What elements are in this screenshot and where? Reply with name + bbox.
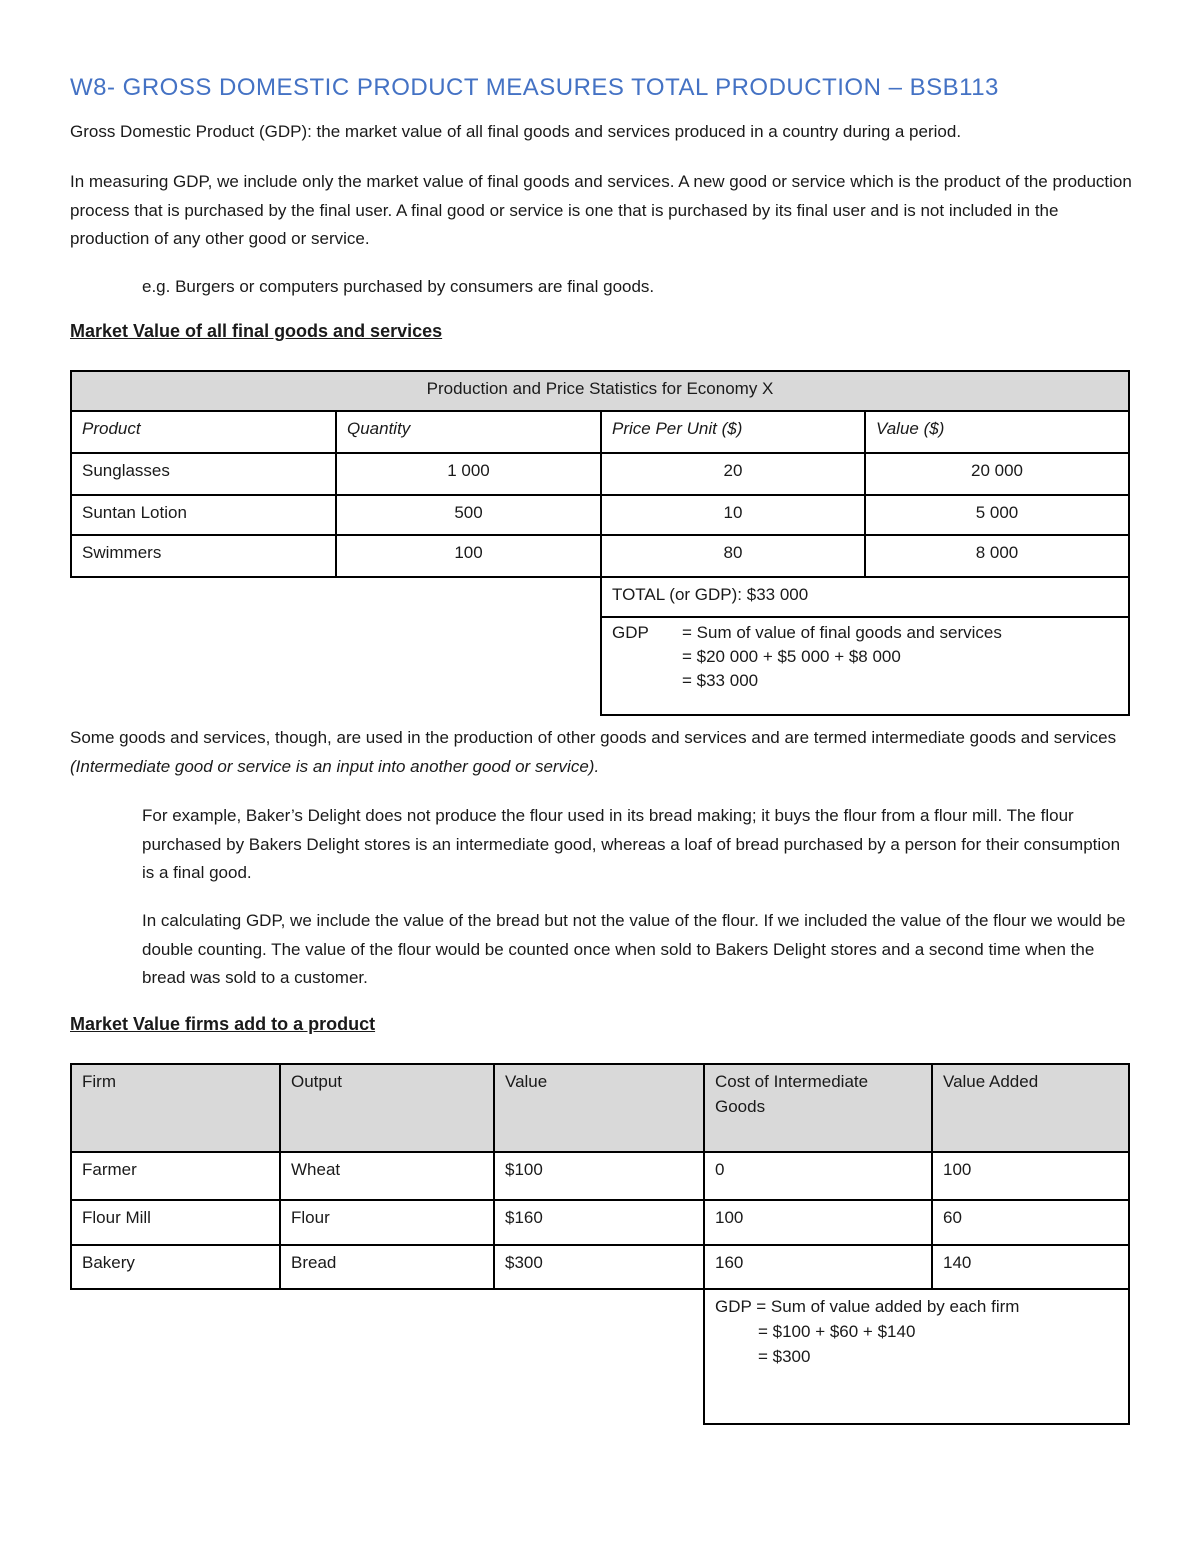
header-quantity: Quantity xyxy=(335,410,602,454)
double-counting-paragraph: In calculating GDP, we include the value of the bread but not the value of the flour. If we included the value of the flour we would be double counting. The value of the flour would be counted once when sold to Bakers Delight stores and a second time when the bread was sold to a customer. xyxy=(142,911,1126,987)
intermediate-definition: (Intermediate good or service is an input into another good or service). xyxy=(70,756,600,776)
table-title: Production and Price Statistics for Economy X xyxy=(70,370,1130,412)
table-cell-cost: 160 xyxy=(703,1244,933,1290)
gdp-total: TOTAL (or GDP): $33 000 xyxy=(600,576,1130,618)
measuring-gdp-paragraph: In measuring GDP, we include only the market value of final goods and services. A new good or service which is the product of the production process that is purchased by the final user. A final good or service is one that is purchased by its final user and is not included in the production of any other good or service. xyxy=(70,172,1132,248)
table-cell-output: Bread xyxy=(279,1244,495,1290)
table-cell-value: 5 000 xyxy=(864,494,1130,536)
bakers-delight-example: For example, Baker’s Delight does not produce the flour used in its bread making; it buys the flour from a flour mill. The flour purchased by Bakers Delight stores is an intermediate good, whereas a loaf of bread purchased by a person for their consumption is a final good. xyxy=(142,806,1121,882)
va-gdp-line1: GDP = Sum of value added by each firm xyxy=(715,1297,1020,1316)
table-cell-product: Swimmers xyxy=(70,534,337,578)
final-goods-example: e.g. Burgers or computers purchased by consumers are final goods. xyxy=(142,277,655,296)
table-cell-cost: 0 xyxy=(703,1151,933,1201)
va-gdp-line2: = $100 + $60 + $140 xyxy=(758,1322,916,1341)
gdp-calculation-box xyxy=(600,616,1130,716)
table-cell-value: 8 000 xyxy=(864,534,1130,578)
table-cell-output: Wheat xyxy=(279,1151,495,1201)
gdp-formula-line1: = Sum of value of final goods and services xyxy=(682,623,1002,642)
table-cell-firm: Bakery xyxy=(70,1244,281,1290)
header-value: Value xyxy=(493,1063,705,1153)
table-cell-value: $300 xyxy=(493,1244,705,1290)
va-gdp-line3: = $300 xyxy=(758,1347,811,1366)
table-cell-value: $100 xyxy=(493,1151,705,1201)
header-value-added: Value Added xyxy=(931,1063,1130,1153)
table-cell-product: Suntan Lotion xyxy=(70,494,337,536)
table-cell-quantity: 1 000 xyxy=(335,452,602,496)
gdp-label: GDP xyxy=(612,623,649,642)
section2-heading: Market Value firms add to a product xyxy=(70,1014,376,1034)
gdp-definition: Gross Domestic Product (GDP): the market value of all final goods and services produced in a country during a period. xyxy=(70,122,962,141)
table-cell-value-added: 60 xyxy=(931,1199,1130,1246)
table-cell-cost: 100 xyxy=(703,1199,933,1246)
header-firm: Firm xyxy=(70,1063,281,1153)
table-cell-quantity: 100 xyxy=(335,534,602,578)
page-title: W8- GROSS DOMESTIC PRODUCT MEASURES TOTAL PRODUCTION – BSB113 xyxy=(70,74,999,101)
table-cell-quantity: 500 xyxy=(335,494,602,536)
value-added-gdp-box xyxy=(703,1288,1130,1425)
table-cell-value: 20 000 xyxy=(864,452,1130,496)
header-output: Output xyxy=(279,1063,495,1153)
header-cost-intermediate: Cost of Intermediate Goods xyxy=(703,1063,933,1153)
header-price-per-unit: Price Per Unit ($) xyxy=(600,410,866,454)
table-cell-value-added: 140 xyxy=(931,1244,1130,1290)
intermediate-goods-paragraph xyxy=(70,724,1140,781)
table-cell-value-added: 100 xyxy=(931,1151,1130,1201)
header-product: Product xyxy=(70,410,337,454)
table-cell-price: 80 xyxy=(600,534,866,578)
gdp-formula-line2: = $20 000 + $5 000 + $8 000 xyxy=(682,647,901,666)
header-value: Value ($) xyxy=(864,410,1130,454)
table-cell-firm: Flour Mill xyxy=(70,1199,281,1246)
table-cell-firm: Farmer xyxy=(70,1151,281,1201)
table-cell-value: $160 xyxy=(493,1199,705,1246)
table-cell-price: 10 xyxy=(600,494,866,536)
table-cell-price: 20 xyxy=(600,452,866,496)
intermediate-text: Some goods and services, though, are used in the production of other goods and services and are termed intermediate goods and services xyxy=(70,728,1117,747)
gdp-formula-line3: = $33 000 xyxy=(682,671,759,690)
table-cell-product: Sunglasses xyxy=(70,452,337,496)
section1-heading: Market Value of all final goods and services xyxy=(70,321,443,341)
table-cell-output: Flour xyxy=(279,1199,495,1246)
